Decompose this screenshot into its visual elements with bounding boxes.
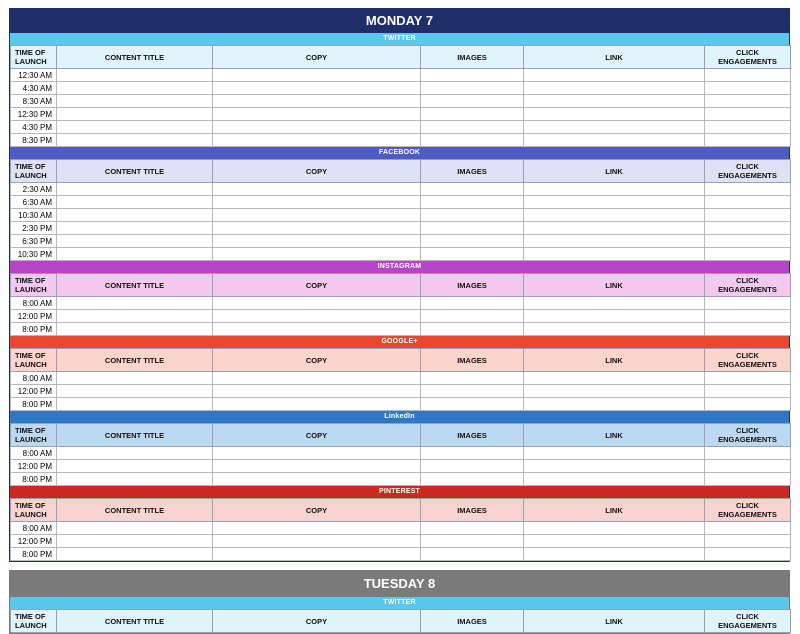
- link-cell[interactable]: [524, 108, 705, 121]
- content-title-cell[interactable]: [57, 297, 213, 310]
- images-header: IMAGES: [421, 160, 524, 183]
- content-title-header: CONTENT TITLE: [57, 349, 213, 372]
- copy-cell[interactable]: [213, 310, 421, 323]
- link-cell[interactable]: [524, 323, 705, 336]
- content-title-cell[interactable]: [57, 398, 213, 411]
- time-of-launch-cell: 4:30 AM: [11, 82, 57, 95]
- click-engagements-cell[interactable]: [705, 95, 791, 108]
- schedule-table: [10, 45, 791, 147]
- copy-cell[interactable]: [213, 183, 421, 196]
- copy-cell[interactable]: [213, 323, 421, 336]
- schedule-table: [10, 348, 791, 411]
- copy-cell[interactable]: [213, 235, 421, 248]
- link-cell[interactable]: [524, 548, 705, 561]
- link-header: LINK: [524, 424, 705, 447]
- table-row: [11, 95, 791, 108]
- platform-twitter: [10, 597, 789, 633]
- tuesday-section: [9, 570, 790, 634]
- click-engagements-cell[interactable]: [705, 209, 791, 222]
- link-header: LINK: [524, 610, 705, 633]
- time-of-launch-cell: 8:00 PM: [11, 548, 57, 561]
- images-cell[interactable]: [421, 108, 524, 121]
- table-row: [11, 385, 791, 398]
- content-title-cell[interactable]: [57, 235, 213, 248]
- platform-bar: TWITTER: [10, 33, 789, 45]
- time-of-launch-cell: 8:30 PM: [11, 134, 57, 147]
- table-row: [11, 183, 791, 196]
- time-of-launch-header: TIME OF LAUNCH: [11, 349, 57, 372]
- table-row: [11, 222, 791, 235]
- time-of-launch-header: TIME OF LAUNCH: [11, 274, 57, 297]
- table-row: [11, 134, 791, 147]
- time-of-launch-header: TIME OF LAUNCH: [11, 610, 57, 633]
- platform-linkedin: [10, 411, 789, 486]
- copy-cell[interactable]: [213, 385, 421, 398]
- platform-bar: INSTAGRAM: [10, 261, 789, 273]
- time-of-launch-cell: 12:00 PM: [11, 310, 57, 323]
- platform-twitter: [10, 33, 789, 147]
- table-row: [11, 209, 791, 222]
- click-engagements-header: CLICK ENGAGEMENTS: [705, 46, 791, 69]
- content-title-header: CONTENT TITLE: [57, 610, 213, 633]
- copy-header: COPY: [213, 160, 421, 183]
- link-cell[interactable]: [524, 209, 705, 222]
- copy-cell[interactable]: [213, 69, 421, 82]
- click-engagements-cell[interactable]: [705, 235, 791, 248]
- click-engagements-cell[interactable]: [705, 108, 791, 121]
- content-title-cell[interactable]: [57, 522, 213, 535]
- images-cell[interactable]: [421, 548, 524, 561]
- table-row: [11, 522, 791, 535]
- copy-cell[interactable]: [213, 95, 421, 108]
- link-cell[interactable]: [524, 460, 705, 473]
- images-cell[interactable]: [421, 82, 524, 95]
- table-row: [11, 447, 791, 460]
- images-header: IMAGES: [421, 424, 524, 447]
- click-engagements-cell[interactable]: [705, 134, 791, 147]
- content-title-header: CONTENT TITLE: [57, 424, 213, 447]
- click-engagements-cell[interactable]: [705, 121, 791, 134]
- click-engagements-cell[interactable]: [705, 398, 791, 411]
- table-row: [11, 248, 791, 261]
- content-title-cell[interactable]: [57, 121, 213, 134]
- copy-header: COPY: [213, 610, 421, 633]
- table-row: [11, 297, 791, 310]
- table-header-row: [11, 160, 791, 183]
- time-of-launch-cell: 12:00 PM: [11, 535, 57, 548]
- click-engagements-header: CLICK ENGAGEMENTS: [705, 349, 791, 372]
- link-cell[interactable]: [524, 196, 705, 209]
- table-row: [11, 235, 791, 248]
- table-row: [11, 473, 791, 486]
- time-of-launch-cell: 8:00 PM: [11, 473, 57, 486]
- click-engagements-cell[interactable]: [705, 473, 791, 486]
- time-of-launch-header: TIME OF LAUNCH: [11, 499, 57, 522]
- images-header: IMAGES: [421, 610, 524, 633]
- images-cell[interactable]: [421, 209, 524, 222]
- table-row: [11, 196, 791, 209]
- platform-pinterest: [10, 486, 789, 561]
- images-cell[interactable]: [421, 222, 524, 235]
- link-cell[interactable]: [524, 134, 705, 147]
- link-cell[interactable]: [524, 82, 705, 95]
- images-header: IMAGES: [421, 46, 524, 69]
- copy-cell[interactable]: [213, 447, 421, 460]
- link-cell[interactable]: [524, 310, 705, 323]
- content-title-cell[interactable]: [57, 548, 213, 561]
- copy-cell[interactable]: [213, 398, 421, 411]
- link-cell[interactable]: [524, 297, 705, 310]
- time-of-launch-header: TIME OF LAUNCH: [11, 46, 57, 69]
- copy-cell[interactable]: [213, 108, 421, 121]
- table-header-row: [11, 610, 791, 633]
- time-of-launch-cell: 12:30 AM: [11, 69, 57, 82]
- images-cell[interactable]: [421, 447, 524, 460]
- click-engagements-cell[interactable]: [705, 372, 791, 385]
- click-engagements-cell[interactable]: [705, 297, 791, 310]
- copy-header: COPY: [213, 46, 421, 69]
- link-cell[interactable]: [524, 121, 705, 134]
- platform-bar: GOOGLE+: [10, 336, 789, 348]
- table-header-row: [11, 274, 791, 297]
- click-engagements-header: CLICK ENGAGEMENTS: [705, 499, 791, 522]
- content-title-cell[interactable]: [57, 222, 213, 235]
- content-title-header: CONTENT TITLE: [57, 46, 213, 69]
- click-engagements-cell[interactable]: [705, 447, 791, 460]
- click-engagements-cell[interactable]: [705, 535, 791, 548]
- link-cell[interactable]: [524, 398, 705, 411]
- images-cell[interactable]: [421, 522, 524, 535]
- copy-cell[interactable]: [213, 473, 421, 486]
- copy-header: COPY: [213, 349, 421, 372]
- content-title-cell[interactable]: [57, 323, 213, 336]
- content-title-cell[interactable]: [57, 108, 213, 121]
- images-cell[interactable]: [421, 372, 524, 385]
- images-cell[interactable]: [421, 385, 524, 398]
- table-row: [11, 372, 791, 385]
- copy-cell[interactable]: [213, 222, 421, 235]
- copy-header: COPY: [213, 499, 421, 522]
- day-title: TUESDAY 8: [10, 571, 789, 597]
- link-cell[interactable]: [524, 248, 705, 261]
- platform-bar: PINTEREST: [10, 486, 789, 498]
- link-cell[interactable]: [524, 535, 705, 548]
- images-cell[interactable]: [421, 235, 524, 248]
- images-cell[interactable]: [421, 535, 524, 548]
- table-header-row: [11, 349, 791, 372]
- table-row: [11, 323, 791, 336]
- time-of-launch-cell: 8:00 AM: [11, 297, 57, 310]
- time-of-launch-header: TIME OF LAUNCH: [11, 424, 57, 447]
- time-of-launch-cell: 6:30 PM: [11, 235, 57, 248]
- content-title-cell[interactable]: [57, 196, 213, 209]
- images-cell[interactable]: [421, 95, 524, 108]
- images-cell[interactable]: [421, 310, 524, 323]
- schedule-table: [10, 423, 791, 486]
- platform-bar: LinkedIn: [10, 411, 789, 423]
- platform-bar: TWITTER: [10, 597, 789, 609]
- copy-cell[interactable]: [213, 297, 421, 310]
- images-cell[interactable]: [421, 183, 524, 196]
- click-engagements-header: CLICK ENGAGEMENTS: [705, 424, 791, 447]
- content-title-cell[interactable]: [57, 372, 213, 385]
- click-engagements-cell[interactable]: [705, 196, 791, 209]
- table-row: [11, 398, 791, 411]
- table-header-row: [11, 424, 791, 447]
- time-of-launch-cell: 8:00 PM: [11, 398, 57, 411]
- table-row: [11, 548, 791, 561]
- link-cell[interactable]: [524, 95, 705, 108]
- click-engagements-header: CLICK ENGAGEMENTS: [705, 274, 791, 297]
- content-title-cell[interactable]: [57, 385, 213, 398]
- time-of-launch-header: TIME OF LAUNCH: [11, 160, 57, 183]
- table-row: [11, 69, 791, 82]
- time-of-launch-cell: 6:30 AM: [11, 196, 57, 209]
- click-engagements-cell[interactable]: [705, 460, 791, 473]
- content-title-cell[interactable]: [57, 183, 213, 196]
- time-of-launch-cell: 12:30 PM: [11, 108, 57, 121]
- link-cell[interactable]: [524, 447, 705, 460]
- content-title-cell[interactable]: [57, 535, 213, 548]
- time-of-launch-cell: 8:00 AM: [11, 447, 57, 460]
- copy-cell[interactable]: [213, 535, 421, 548]
- monday-section: [9, 8, 790, 562]
- time-of-launch-cell: 8:00 AM: [11, 372, 57, 385]
- click-engagements-cell[interactable]: [705, 522, 791, 535]
- link-cell[interactable]: [524, 235, 705, 248]
- time-of-launch-cell: 4:30 PM: [11, 121, 57, 134]
- copy-cell[interactable]: [213, 460, 421, 473]
- table-row: [11, 460, 791, 473]
- copy-cell[interactable]: [213, 134, 421, 147]
- images-cell[interactable]: [421, 473, 524, 486]
- copy-cell[interactable]: [213, 522, 421, 535]
- time-of-launch-cell: 2:30 PM: [11, 222, 57, 235]
- content-title-cell[interactable]: [57, 248, 213, 261]
- click-engagements-cell[interactable]: [705, 222, 791, 235]
- platform-bar: FACEBOOK: [10, 147, 789, 159]
- click-engagements-cell[interactable]: [705, 69, 791, 82]
- table-row: [11, 82, 791, 95]
- link-header: LINK: [524, 160, 705, 183]
- click-engagements-cell[interactable]: [705, 323, 791, 336]
- click-engagements-cell[interactable]: [705, 82, 791, 95]
- content-title-cell[interactable]: [57, 95, 213, 108]
- time-of-launch-cell: 8:30 AM: [11, 95, 57, 108]
- link-cell[interactable]: [524, 183, 705, 196]
- content-title-cell[interactable]: [57, 460, 213, 473]
- copy-cell[interactable]: [213, 82, 421, 95]
- day-title: MONDAY 7: [10, 9, 789, 33]
- time-of-launch-cell: 12:00 PM: [11, 385, 57, 398]
- images-cell[interactable]: [421, 248, 524, 261]
- time-of-launch-cell: 8:00 AM: [11, 522, 57, 535]
- link-header: LINK: [524, 274, 705, 297]
- time-of-launch-cell: 12:00 PM: [11, 460, 57, 473]
- table-row: [11, 108, 791, 121]
- images-cell[interactable]: [421, 196, 524, 209]
- link-cell[interactable]: [524, 69, 705, 82]
- schedule-table: [10, 159, 791, 261]
- copy-cell[interactable]: [213, 121, 421, 134]
- content-title-cell[interactable]: [57, 310, 213, 323]
- click-engagements-header: CLICK ENGAGEMENTS: [705, 160, 791, 183]
- platform-facebook: [10, 147, 789, 261]
- images-cell[interactable]: [421, 121, 524, 134]
- content-title-cell[interactable]: [57, 209, 213, 222]
- time-of-launch-cell: 8:00 PM: [11, 323, 57, 336]
- images-cell[interactable]: [421, 134, 524, 147]
- images-cell[interactable]: [421, 297, 524, 310]
- copy-cell[interactable]: [213, 248, 421, 261]
- click-engagements-cell[interactable]: [705, 385, 791, 398]
- link-header: LINK: [524, 46, 705, 69]
- link-header: LINK: [524, 349, 705, 372]
- content-title-cell[interactable]: [57, 69, 213, 82]
- link-cell[interactable]: [524, 222, 705, 235]
- content-title-cell[interactable]: [57, 134, 213, 147]
- click-engagements-cell[interactable]: [705, 183, 791, 196]
- content-title-header: CONTENT TITLE: [57, 499, 213, 522]
- click-engagements-header: CLICK ENGAGEMENTS: [705, 610, 791, 633]
- link-cell[interactable]: [524, 473, 705, 486]
- images-header: IMAGES: [421, 274, 524, 297]
- copy-cell[interactable]: [213, 372, 421, 385]
- images-cell[interactable]: [421, 69, 524, 82]
- table-row: [11, 121, 791, 134]
- table-row: [11, 310, 791, 323]
- table-header-row: [11, 499, 791, 522]
- time-of-launch-cell: 10:30 PM: [11, 248, 57, 261]
- copy-header: COPY: [213, 274, 421, 297]
- link-cell[interactable]: [524, 522, 705, 535]
- images-header: IMAGES: [421, 499, 524, 522]
- time-of-launch-cell: 10:30 AM: [11, 209, 57, 222]
- table-header-row: [11, 46, 791, 69]
- content-title-cell[interactable]: [57, 82, 213, 95]
- click-engagements-cell[interactable]: [705, 548, 791, 561]
- click-engagements-cell[interactable]: [705, 310, 791, 323]
- platform-google: [10, 336, 789, 411]
- platform-instagram: [10, 261, 789, 336]
- schedule-table: [10, 273, 791, 336]
- schedule-table: [10, 498, 791, 561]
- copy-cell[interactable]: [213, 209, 421, 222]
- images-header: IMAGES: [421, 349, 524, 372]
- table-row: [11, 535, 791, 548]
- time-of-launch-cell: 2:30 AM: [11, 183, 57, 196]
- images-cell[interactable]: [421, 398, 524, 411]
- link-header: LINK: [524, 499, 705, 522]
- images-cell[interactable]: [421, 323, 524, 336]
- schedule-table: [10, 609, 791, 633]
- copy-cell[interactable]: [213, 196, 421, 209]
- link-cell[interactable]: [524, 385, 705, 398]
- link-cell[interactable]: [524, 372, 705, 385]
- click-engagements-cell[interactable]: [705, 248, 791, 261]
- copy-cell[interactable]: [213, 548, 421, 561]
- content-title-cell[interactable]: [57, 447, 213, 460]
- copy-header: COPY: [213, 424, 421, 447]
- content-title-cell[interactable]: [57, 473, 213, 486]
- content-title-header: CONTENT TITLE: [57, 274, 213, 297]
- content-title-header: CONTENT TITLE: [57, 160, 213, 183]
- images-cell[interactable]: [421, 460, 524, 473]
